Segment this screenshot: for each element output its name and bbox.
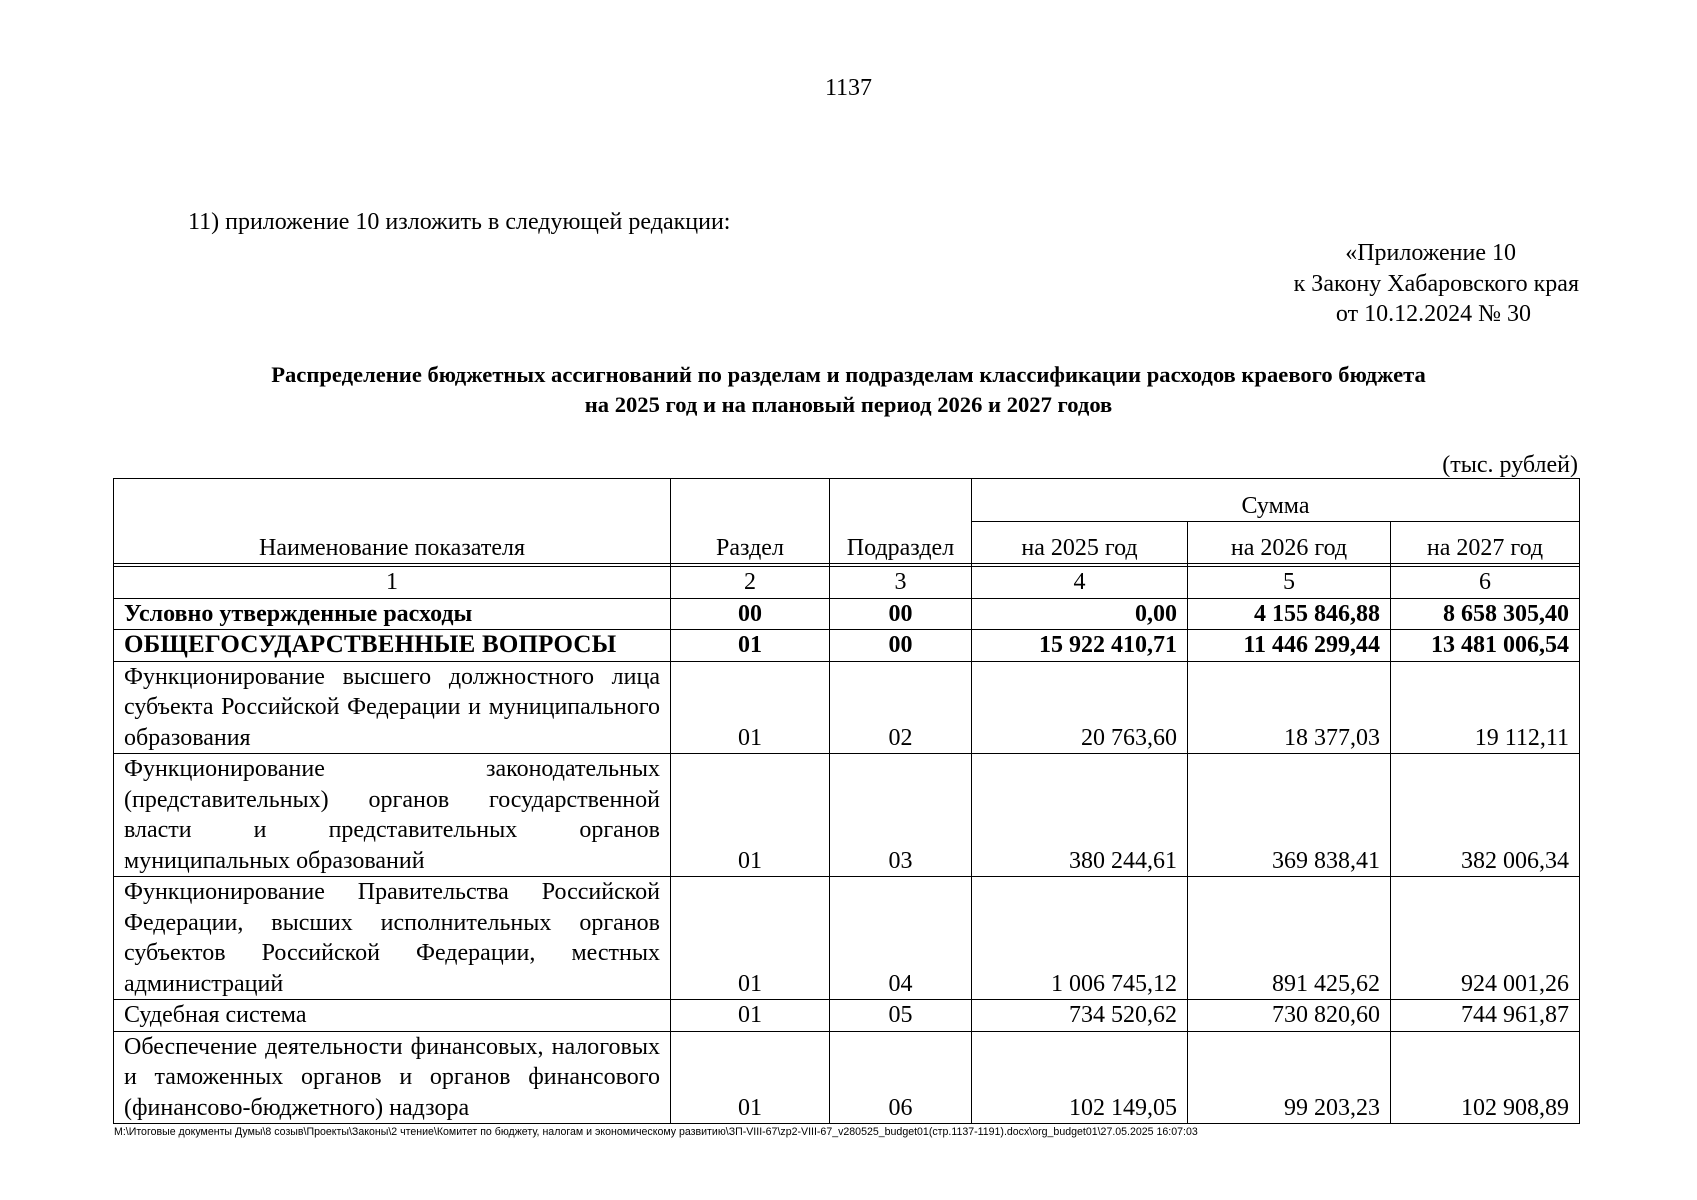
row-2025: 15 922 410,71 (972, 630, 1188, 662)
column-number: 3 (830, 567, 972, 599)
document-title-line1: Распределение бюджетных ассигнований по разделам и подразделам классификации расходов краевого бюджета (271, 362, 1426, 387)
page-number: 1137 (824, 75, 873, 101)
row-section: 00 (671, 598, 830, 630)
row-section: 01 (671, 661, 830, 754)
row-2027: 13 481 006,54 (1391, 630, 1580, 662)
appendix-header-line1: «Приложение 10 (1345, 240, 1516, 266)
header-year-2025: на 2025 год (972, 522, 1188, 564)
row-2026: 369 838,41 (1188, 754, 1391, 877)
row-2027: 382 006,34 (1391, 754, 1580, 877)
row-subsection: 00 (830, 630, 972, 662)
table-row (114, 661, 1580, 754)
row-2025: 734 520,62 (972, 1000, 1188, 1032)
column-number: 2 (671, 567, 830, 599)
table-row (114, 1031, 1580, 1124)
row-2027: 19 112,11 (1391, 661, 1580, 754)
row-2026: 11 446 299,44 (1188, 630, 1391, 662)
row-2025: 102 149,05 (972, 1031, 1188, 1124)
table-row (114, 630, 1580, 662)
appendix-header-line2: к Закону Хабаровского края (1293, 270, 1579, 297)
header-sum: Сумма (972, 479, 1580, 522)
row-section: 01 (671, 877, 830, 1000)
row-subsection: 04 (830, 877, 972, 1000)
row-name: Функционирование Правительства Российской Федерации, высших исполнительных органов субъектов Российской Федерации, местных администраций (114, 877, 671, 1000)
row-section: 01 (671, 754, 830, 877)
row-subsection: 05 (830, 1000, 972, 1032)
row-name: Обеспечение деятельности финансовых, налоговых и таможенных органов и органов финансового (финансово-бюджетного) надзора (114, 1031, 671, 1124)
appendix-header (1294, 238, 1579, 330)
row-section: 01 (671, 630, 830, 662)
row-2026: 4 155 846,88 (1188, 598, 1391, 630)
row-2027: 924 001,26 (1391, 877, 1580, 1000)
unit-note: (тыс. рублей) (1442, 452, 1578, 478)
column-number: 6 (1391, 567, 1580, 599)
row-subsection: 03 (830, 754, 972, 877)
header-year-2027: на 2027 год (1391, 522, 1580, 564)
row-name: Функционирование законодательных (представительных) органов государственной власти и представительных органов муниципальных образований (114, 754, 671, 877)
row-name: Судебная система (114, 1000, 671, 1032)
row-2025: 380 244,61 (972, 754, 1188, 877)
row-name: Функционирование высшего должностного лица субъекта Российской Федерации и муниципального образования (114, 661, 671, 754)
row-2026: 18 377,03 (1188, 661, 1391, 754)
table-row (114, 1000, 1580, 1032)
row-name: Условно утвержденные расходы (114, 598, 671, 630)
header-year-2026: на 2026 год (1188, 522, 1391, 564)
row-2025: 20 763,60 (972, 661, 1188, 754)
row-2027: 744 961,87 (1391, 1000, 1580, 1032)
row-subsection: 00 (830, 598, 972, 630)
column-number: 4 (972, 567, 1188, 599)
row-2025: 1 006 745,12 (972, 877, 1188, 1000)
row-2027: 102 908,89 (1391, 1031, 1580, 1124)
amendment-text: 11) приложение 10 изложить в следующей редакции: (188, 209, 731, 235)
column-number-row (114, 567, 1580, 599)
row-name: ОБЩЕГОСУДАРСТВЕННЫЕ ВОПРОСЫ (114, 630, 671, 662)
appendix-header-line3: от 10.12.2024 № 30 (1335, 301, 1531, 327)
row-2027: 8 658 305,40 (1391, 598, 1580, 630)
table-row (114, 598, 1580, 630)
row-subsection: 02 (830, 661, 972, 754)
header-subsection: Подраздел (830, 479, 972, 564)
document-title (0, 360, 1697, 420)
document-title-line2: на 2025 год и на плановый период 2026 и 2027 годов (584, 392, 1113, 417)
row-section: 01 (671, 1000, 830, 1032)
budget-table (113, 478, 1580, 1124)
row-2026: 99 203,23 (1188, 1031, 1391, 1124)
footer-file-path: M:\Итоговые документы Думы\8 созыв\Проекты\Законы\2 чтение\Комитет по бюджету, налогам и экономическому развитию\ЗП-VIII-67\zp2-VIII-67_v280525_budget01(стр.1137-1191).docx\org_budget01\27.05.2025 16:07:03 (114, 1126, 1198, 1138)
column-number: 1 (114, 567, 671, 599)
row-2025: 0,00 (972, 598, 1188, 630)
header-name: Наименование показателя (114, 479, 671, 564)
row-2026: 730 820,60 (1188, 1000, 1391, 1032)
header-section: Раздел (671, 479, 830, 564)
row-2026: 891 425,62 (1188, 877, 1391, 1000)
row-subsection: 06 (830, 1031, 972, 1124)
table-row (114, 754, 1580, 877)
table-row (114, 877, 1580, 1000)
header-row (114, 479, 1580, 522)
row-section: 01 (671, 1031, 830, 1124)
column-number: 5 (1188, 567, 1391, 599)
